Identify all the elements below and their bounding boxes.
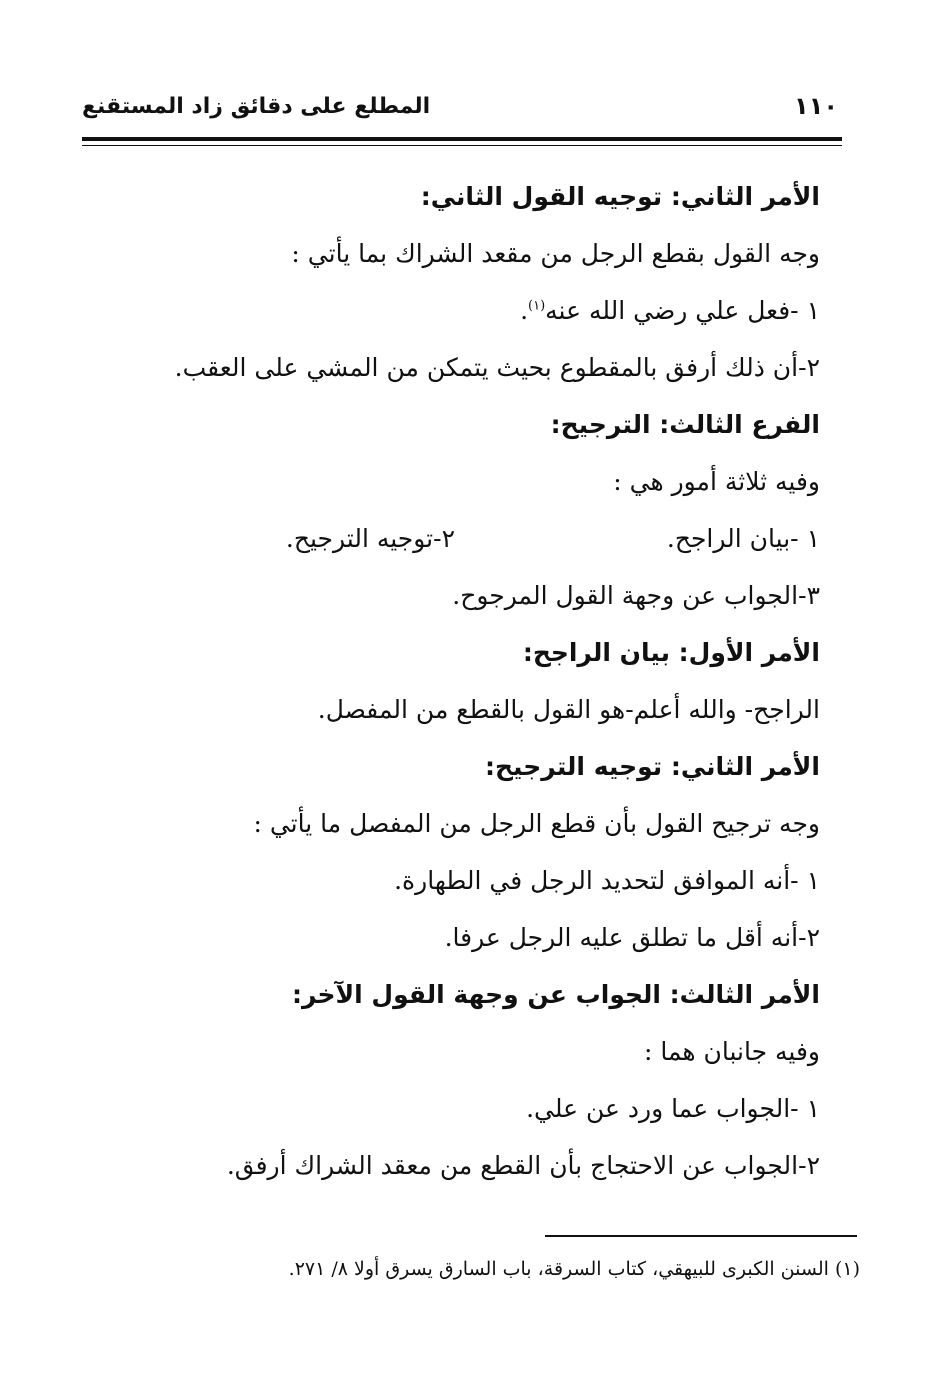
section-heading: الأمر الثاني: توجيه القول الثاني: <box>420 182 820 211</box>
header-rule-thin <box>82 145 842 146</box>
section-heading: الفرع الثالث: الترجيح: <box>550 410 820 439</box>
header-rule-thick <box>82 137 842 141</box>
footnote: (١) السنن الكبرى للبيهقي، كتاب السرقة، باب السارق يسرق أولا ٨/ ٢٧١. <box>288 1258 860 1280</box>
list-item: ١ -أنه الموافق لتحديد الرجل في الطهارة. <box>394 866 820 895</box>
two-column-list <box>200 510 820 567</box>
paragraph: وجه القول بقطع الرجل من مقعد الشراك بما يأتي : <box>291 239 820 268</box>
footnote-separator <box>545 1235 857 1237</box>
page-body <box>174 168 820 1194</box>
page-header <box>82 92 838 130</box>
list-item <box>200 282 820 339</box>
paragraph: وجه ترجيح القول بأن قطع الرجل من المفصل ما يأتي : <box>253 809 820 838</box>
section-heading: الأمر الأول: بيان الراجح: <box>522 638 820 667</box>
running-book-title: المطلع على دقائق زاد المستقنع <box>82 94 431 119</box>
list-item: ٢-أن ذلك أرفق بالمقطوع بحيث يتمكن من المشي على العقب. <box>174 353 820 382</box>
list-item: ١ -بيان الراجح. <box>666 524 820 553</box>
page-number: ١١٠ <box>794 92 838 120</box>
list-item-end: . <box>520 296 529 325</box>
list-item: ٢-الجواب عن الاحتجاج بأن القطع من معقد الشراك أرفق. <box>226 1151 820 1180</box>
list-item-text: ١ -فعل علي رضي الله عنه <box>545 296 820 325</box>
footnote-marker: (١) <box>528 298 546 314</box>
paragraph: وفيه جانبان هما : <box>643 1037 820 1066</box>
list-item: ٢-توجيه الترجيح. <box>285 524 455 553</box>
paragraph: الراجح- والله أعلم-هو القول بالقطع من المفصل. <box>317 695 820 724</box>
list-item: ٢-أنه أقل ما تطلق عليه الرجل عرفا. <box>444 923 820 952</box>
paragraph: وفيه ثلاثة أمور هي : <box>613 467 820 496</box>
list-item: ٣-الجواب عن وجهة القول المرجوح. <box>452 581 820 610</box>
list-item: ١ -الجواب عما ورد عن علي. <box>526 1094 820 1123</box>
section-heading: الأمر الثالث: الجواب عن وجهة القول الآخر: <box>291 980 820 1009</box>
section-heading: الأمر الثاني: توجيه الترجيح: <box>485 752 820 781</box>
